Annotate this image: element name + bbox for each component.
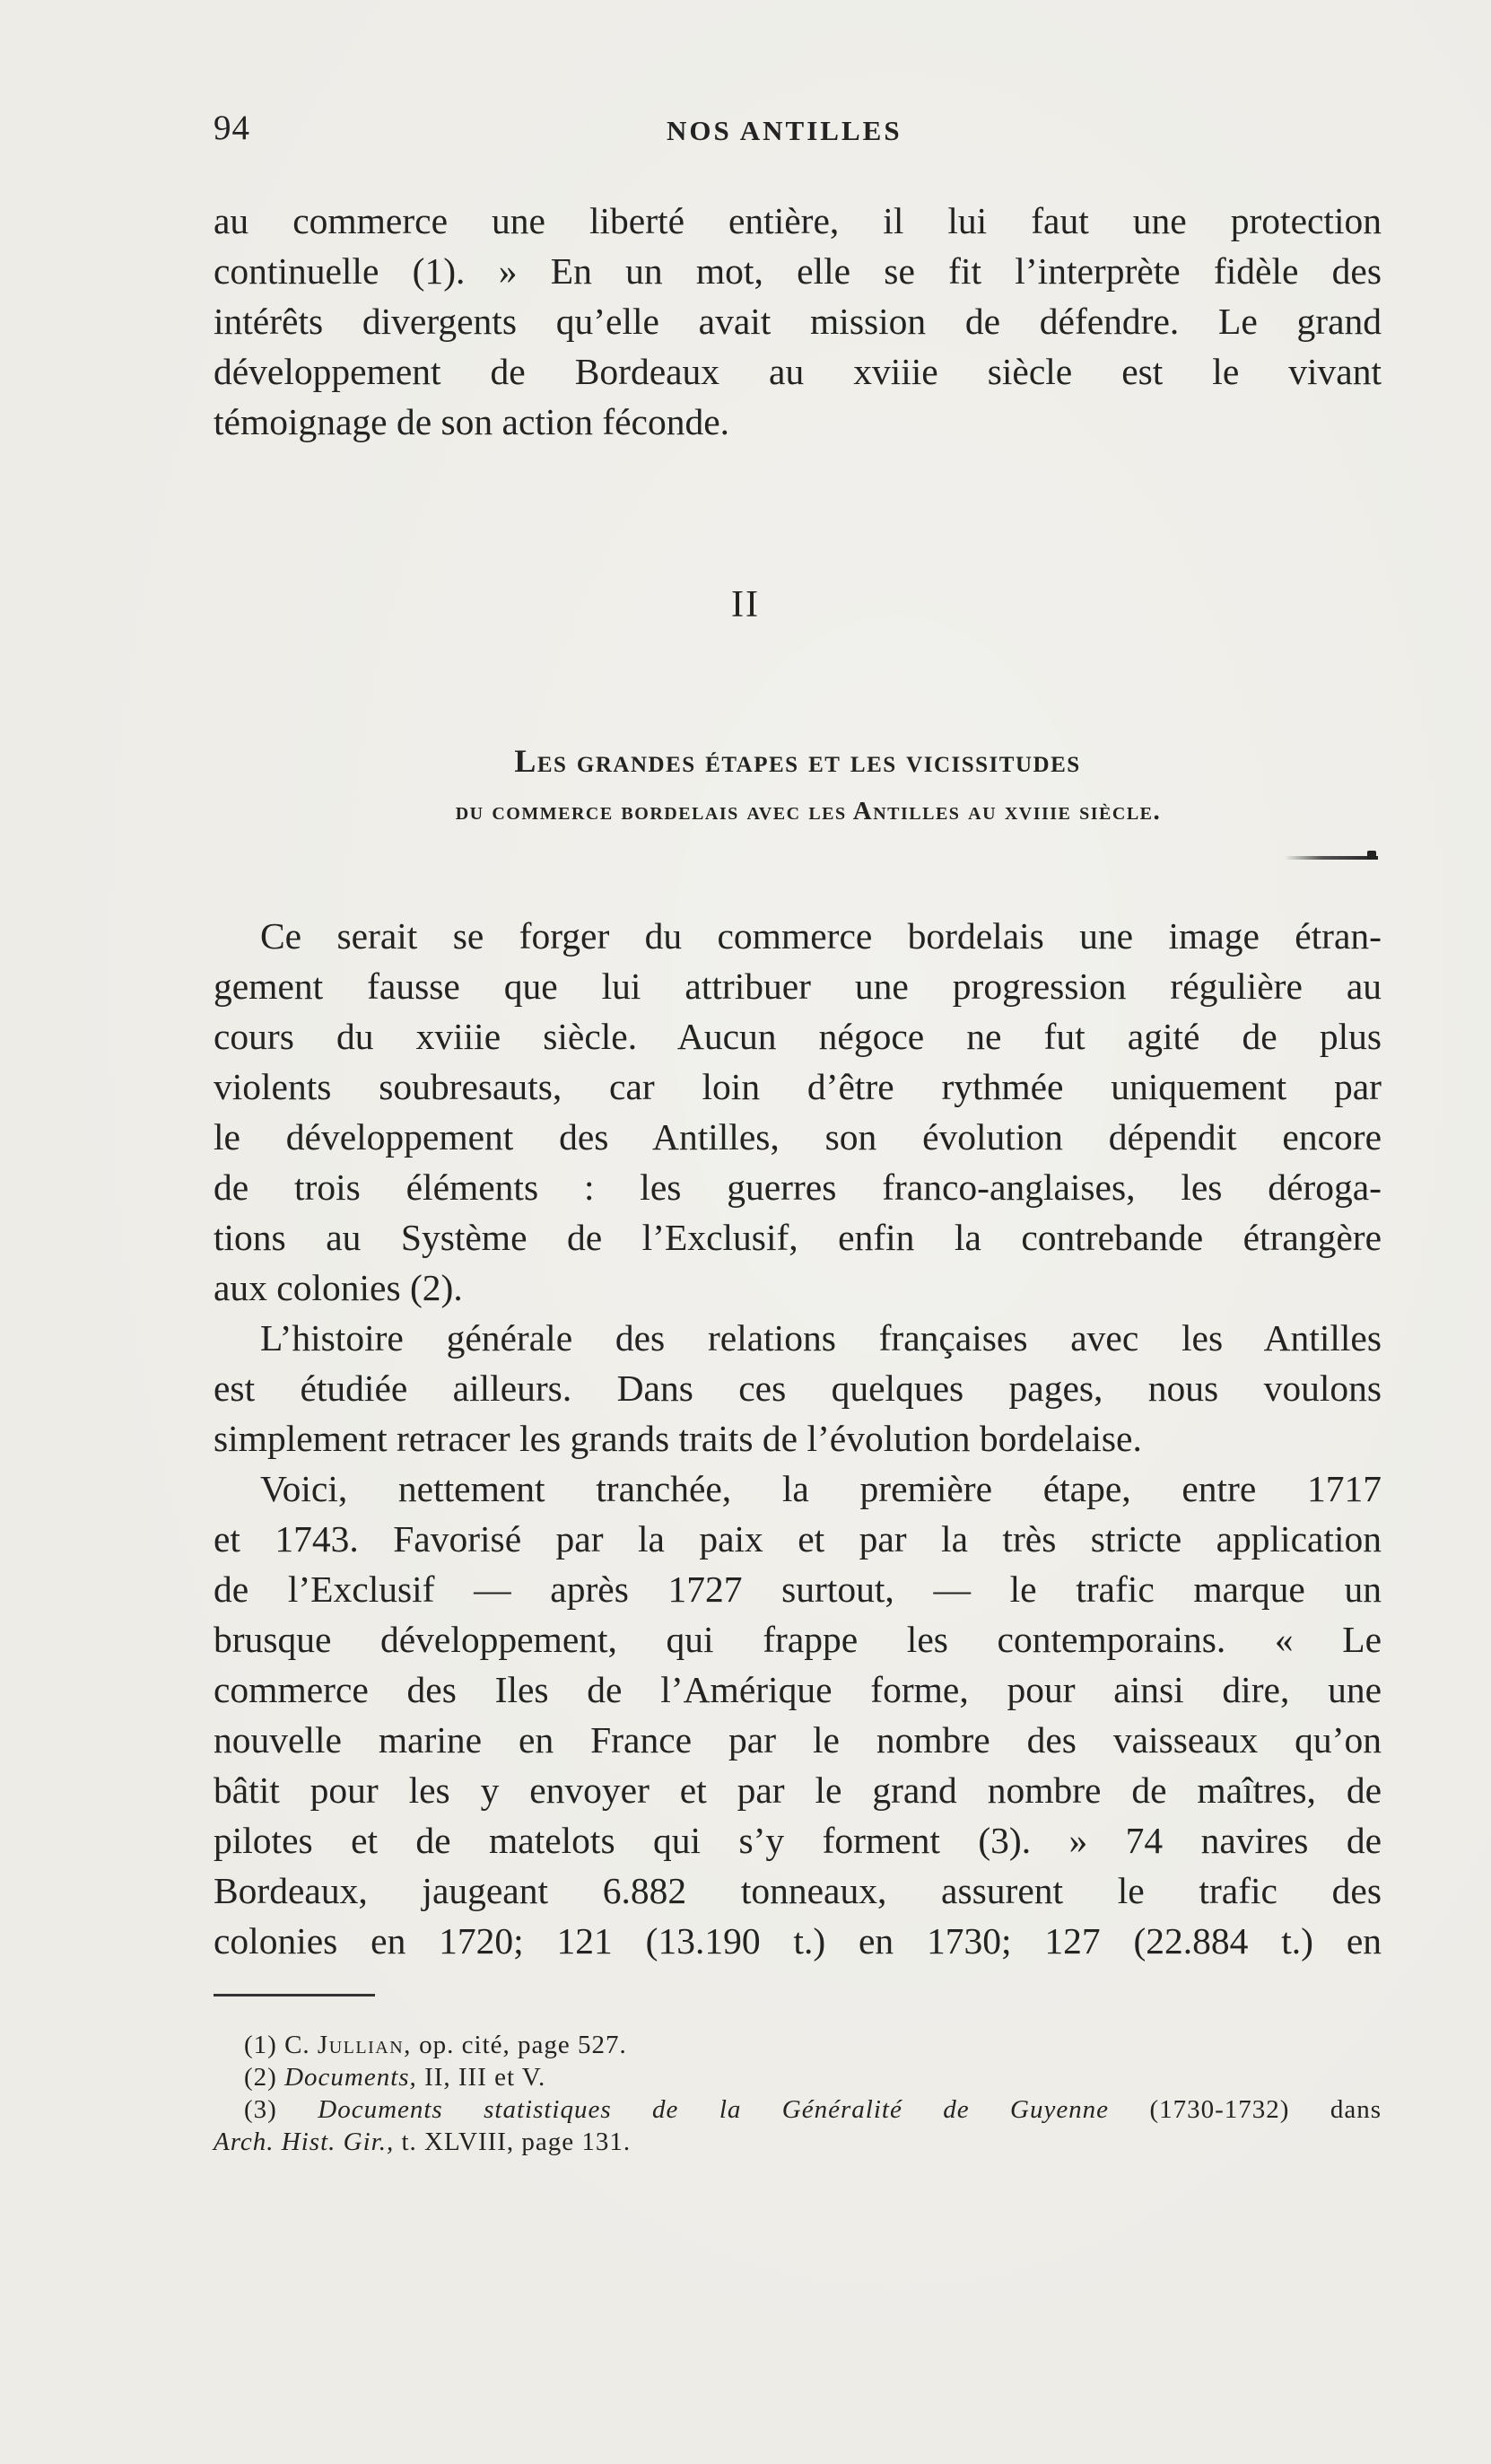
text-line: brusque développement, qui frappe les contemporains. « Le	[214, 1619, 1382, 1660]
footnote-text: II, III et V.	[424, 2063, 546, 2092]
section-title-line-1: Les grandes étapes et les vicissitudes	[514, 743, 1081, 779]
footnote-text: (1730-1732) dans	[1149, 2095, 1382, 2124]
text-line: le développement des Antilles, son évolution dépendit encore	[214, 1116, 1382, 1158]
text-line: Voici, nettement tranchée, la première étape, entre 1717	[260, 1468, 1382, 1509]
text-line: bâtit pour les y envoyer et par le grand nombre de maîtres, de	[214, 1769, 1382, 1811]
running-title: NOS ANTILLES	[667, 115, 902, 146]
footnote-author: Jullian,	[317, 2031, 412, 2059]
text-line: témoignage de son action féconde.	[214, 401, 730, 442]
section-number: II	[731, 584, 760, 625]
text-line: simplement retracer les grands traits de l’évolution bordelaise.	[214, 1418, 1142, 1459]
text-line: cours du xviiie siècle. Aucun négoce ne fut agité de plus	[214, 1016, 1382, 1057]
text-line: et 1743. Favorisé par la paix et par la très stricte application	[214, 1518, 1382, 1560]
footnote-mark: (1) C.	[244, 2031, 310, 2059]
text-line: intérêts divergents qu’elle avait mission de défendre. Le grand	[214, 301, 1382, 342]
ornament-rule	[1285, 856, 1378, 860]
text-line: Bordeaux, jaugeant 6.882 tonneaux, assurent le trafic des	[214, 1870, 1382, 1911]
footnote-3	[244, 2094, 1382, 2125]
text-line: colonies en 1720; 121 (13.190 t.) en 1730; 127 (22.884 t.) en	[214, 1920, 1382, 1962]
text-line: nouvelle marine en France par le nombre des vaisseaux qu’on	[214, 1719, 1382, 1761]
section-title-line-2: du commerce bordelais avec les Antilles au xviiie siècle.	[455, 797, 1162, 826]
footnote-rule	[214, 1994, 375, 1997]
ornament-dot	[1367, 851, 1376, 860]
footnote-title: Documents,	[284, 2063, 417, 2092]
text-line: développement de Bordeaux au xviiie siècle est le vivant	[214, 351, 1382, 392]
footnote-title: Arch. Hist. Gir.,	[214, 2128, 395, 2156]
text-line: violents soubresauts, car loin d’être rythmée uniquement par	[214, 1066, 1382, 1107]
footnote-mark: (3)	[244, 2095, 277, 2124]
page-header	[214, 108, 1382, 153]
footnote-mark: (2)	[244, 2063, 277, 2092]
footnote-title: Documents statistiques de la Généralité de Guyenne	[318, 2095, 1110, 2124]
text-line: L’histoire générale des relations françaises avec les Antilles	[260, 1317, 1382, 1359]
footnote-2	[244, 2062, 1382, 2093]
text-line: de l’Exclusif — après 1727 surtout, — le trafic marque un	[214, 1568, 1382, 1610]
text-line: de trois éléments : les guerres franco-anglaises, les déroga-	[214, 1166, 1382, 1208]
footnote-text: op. cité, page 527.	[419, 2031, 627, 2059]
text-line: Ce serait se forger du commerce bordelais une image étran-	[260, 915, 1382, 957]
text-line: commerce des Iles de l’Amérique forme, pour ainsi dire, une	[214, 1669, 1382, 1710]
text-line: gement fausse que lui attribuer une progression régulière au	[214, 966, 1382, 1007]
footnote-3-continued	[214, 2127, 1382, 2157]
text-line: est étudiée ailleurs. Dans ces quelques pages, nous voulons	[214, 1367, 1382, 1409]
text-line: continuelle (1). » En un mot, elle se fit l’interprète fidèle des	[214, 250, 1382, 292]
text-line: pilotes et de matelots qui s’y forment (3). » 74 navires de	[214, 1820, 1382, 1861]
page-number: 94	[214, 109, 250, 147]
footnote-1	[244, 2030, 1382, 2060]
text-line: aux colonies (2).	[214, 1267, 463, 1308]
text-line: au commerce une liberté entière, il lui faut une protection	[214, 200, 1382, 241]
footnote-text: t. XLVIII, page 131.	[401, 2128, 632, 2156]
text-line: tions au Système de l’Exclusif, enfin la contrebande étrangère	[214, 1217, 1382, 1258]
